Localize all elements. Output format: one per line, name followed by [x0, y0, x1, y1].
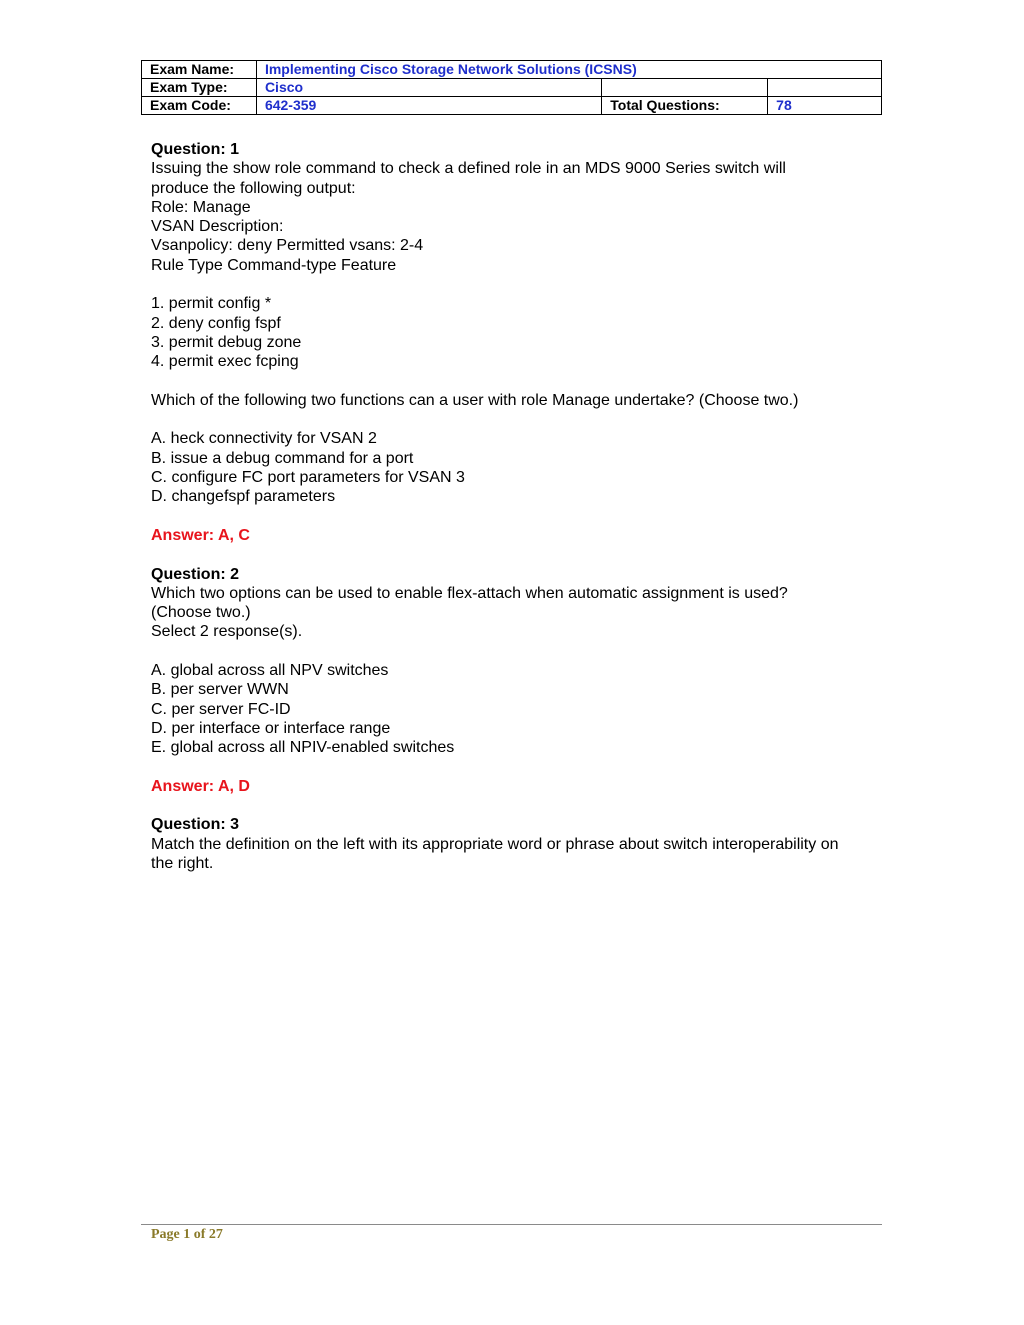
answer-option: D. per interface or interface range — [151, 719, 391, 737]
rule-item: 4. permit exec fcping — [151, 353, 299, 371]
question-text: Role: Manage — [151, 198, 251, 216]
question-text: produce the following output: — [151, 179, 356, 197]
exam-info-table — [141, 60, 882, 115]
exam-name-label: Exam Name: — [142, 61, 257, 79]
questions-content — [151, 140, 881, 873]
answer-option: C. per server FC-ID — [151, 700, 291, 718]
answer-option: A. heck connectivity for VSAN 2 — [151, 430, 377, 448]
empty-cell — [768, 79, 882, 97]
exam-name-row — [142, 61, 882, 79]
answer-option: C. configure FC port parameters for VSAN 3 — [151, 469, 465, 487]
answer-option: D. changefspf parameters — [151, 488, 336, 506]
answer-option: A. global across all NPV switches — [151, 662, 389, 680]
answer-key: Answer: A, D — [151, 777, 250, 795]
total-questions-label: Total Questions: — [602, 97, 768, 115]
question-title: Question: 2 — [151, 565, 240, 583]
question-3 — [151, 815, 881, 873]
answer-option: B. issue a debug command for a port — [151, 449, 414, 467]
total-questions-value: 78 — [768, 97, 882, 115]
exam-code-row — [142, 97, 882, 115]
answer-option: E. global across all NPIV-enabled switches — [151, 739, 455, 757]
exam-code-value: 642-359 — [256, 97, 601, 115]
question-1 — [151, 140, 881, 565]
exam-type-row — [142, 79, 882, 97]
question-title: Question: 1 — [151, 141, 240, 158]
exam-code-label: Exam Code: — [142, 97, 257, 115]
question-text: Vsanpolicy: deny Permitted vsans: 2-4 — [151, 237, 424, 255]
answer-option: B. per server WWN — [151, 681, 289, 699]
rule-item: 1. permit config * — [151, 295, 272, 313]
question-text: Select 2 response(s). — [151, 623, 303, 641]
question-2 — [151, 565, 881, 816]
question-text: the right. — [151, 854, 214, 872]
answer-key: Answer: A, C — [151, 526, 250, 544]
empty-cell — [602, 79, 768, 97]
question-text: VSAN Description: — [151, 218, 284, 236]
question-title: Question: 3 — [151, 816, 240, 834]
question-text: Match the definition on the left with its appropriate word or phrase about switch interoperability on — [151, 835, 839, 853]
footer-divider — [141, 1224, 882, 1225]
question-text: (Choose two.) — [151, 604, 251, 622]
question-text: Which two options can be used to enable flex-attach when automatic assignment is used? — [151, 584, 788, 602]
question-text: Rule Type Command-type Feature — [151, 256, 397, 274]
rule-item: 3. permit debug zone — [151, 333, 302, 351]
exam-type-value: Cisco — [256, 79, 601, 97]
exam-name-value: Implementing Cisco Storage Network Solutions (ICSNS) — [256, 61, 881, 79]
question-text: Issuing the show role command to check a defined role in an MDS 9000 Series switch will — [151, 160, 786, 178]
question-prompt: Which of the following two functions can a user with role Manage undertake? (Choose two.) — [151, 391, 799, 409]
exam-type-label: Exam Type: — [142, 79, 257, 97]
page-number: Page 1 of 27 — [151, 1227, 223, 1242]
rule-item: 2. deny config fspf — [151, 314, 281, 332]
